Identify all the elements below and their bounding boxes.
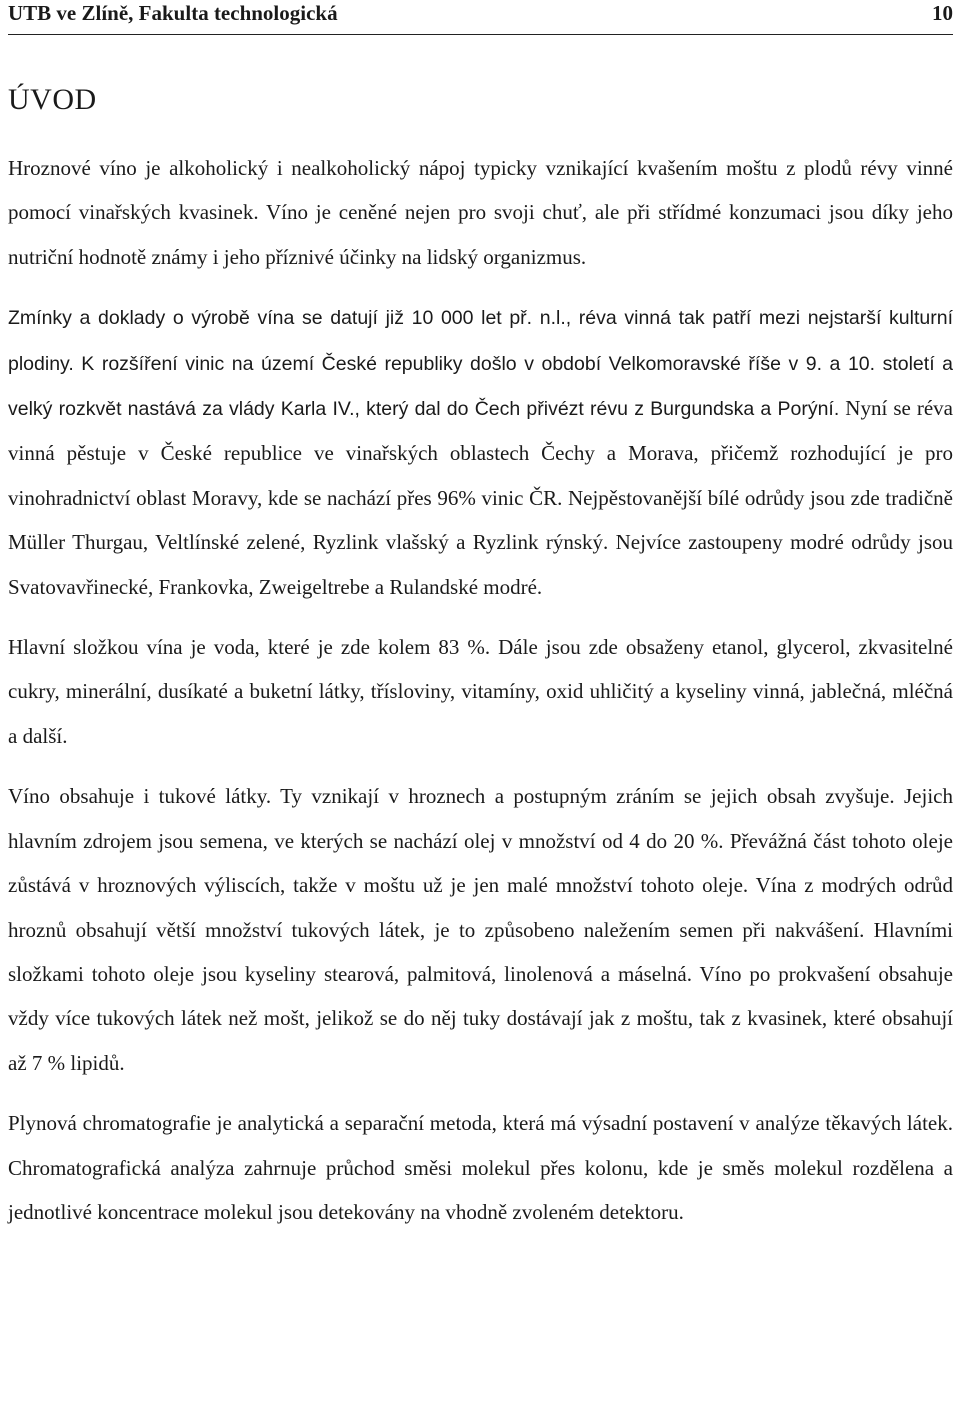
paragraph-segment: Plynová chromatografie je analytická a separační metoda, která má výsadní postavení v analýze těkavých látek. Chromatografická analýza zahrnuje průchod směsi molekul přes kolonu, kde je směs molekul rozdělena a jednotlivé koncentrace molekul jsou detekovány na vhodně zvoleném detektoru. (8, 1111, 953, 1224)
header-title: UTB ve Zlíně, Fakulta technologická (8, 1, 338, 25)
paragraph-chromatography (8, 1101, 953, 1234)
paragraph-composition (8, 625, 953, 758)
paragraph-lipids (8, 774, 953, 1085)
page-number: 10 (932, 1, 953, 25)
paragraph-segment: Hlavní složkou vína je voda, které je zde kolem 83 %. Dále jsou zde obsaženy etanol, glycerol, zkvasitelné cukry, minerální, dusíkaté a buketní látky, třísloviny, vitamíny, oxid uhličitý a kyseliny vinná, jablečná, mléčná a další. (8, 635, 953, 748)
paragraph-intro (8, 146, 953, 279)
paragraph-segment: Zmínky a doklady o výrobě vína se datují již 10 000 let př. n.l., réva vinná tak patří mezi nejstarší kulturní plodiny. K rozšíření vinic na území České republiky došlo v období Velkomoravské říše v 9. a 10. století a velký rozkvět nastává za vlády Karla IV., který dal do Čech přivézt révu z Burgundska a Porýní. (8, 307, 953, 421)
paragraph-segment: Víno obsahuje i tukové látky. Ty vznikají v hroznech a postupným zráním se jejich obsah zvyšuje. Jejich hlavním zdrojem jsou semena, ve kterých se nachází olej v množství od 4 do 20 %. Převážná část tohoto oleje zůstává v hroznových výliscích, takže v moštu už je jen malé množství tohoto oleje. Vína z modrých odrůd hroznů obsahují větší množství tukových látek, je to způsobeno naležením semen při nakvášení. Hlavními složkami tohoto oleje jsou kyseliny stearová, palmitová, linolenová a máselná. Víno po prokvašení obsahuje vždy více tukových látek než mošt, jelikož se do něj tuky dostávají jak z moštu, tak z kvasinek, které obsahují až 7 % lipidů. (8, 784, 953, 1075)
body-text (8, 146, 953, 1234)
paragraph-segment: Hroznové víno je alkoholický i nealkoholický nápoj typicky vznikající kvašením moštu z plodů révy vinné pomocí vinařských kvasinek. Víno je ceněné nejen pro svoji chuť, ale při střídmé konzumaci jsou díky jeho nutriční hodnotě známy i jeho příznivé účinky na lidský organizmus. (8, 156, 953, 269)
paragraph-segment: Nyní se réva vinná pěstuje v České republice ve vinařských oblastech Čechy a Morava, přičemž rozhodující je pro vinohradnictví oblast Moravy, kde se nachází přes 96% vinic ČR. Nejpěstovanější bílé odrůdy jsou zde tradičně Müller Thurgau, Veltlínské zelené, Ryzlink vlašský a Ryzlink rýnský. Nejvíce zastoupeny modré odrůdy jsou Svatovavřinecké, Frankovka, Zweigeltrebe a Rulandské modré. (8, 396, 953, 599)
running-header (8, 0, 953, 35)
document-page (8, 0, 953, 1250)
chapter-title: ÚVOD (8, 83, 97, 116)
paragraph-history (8, 295, 953, 609)
